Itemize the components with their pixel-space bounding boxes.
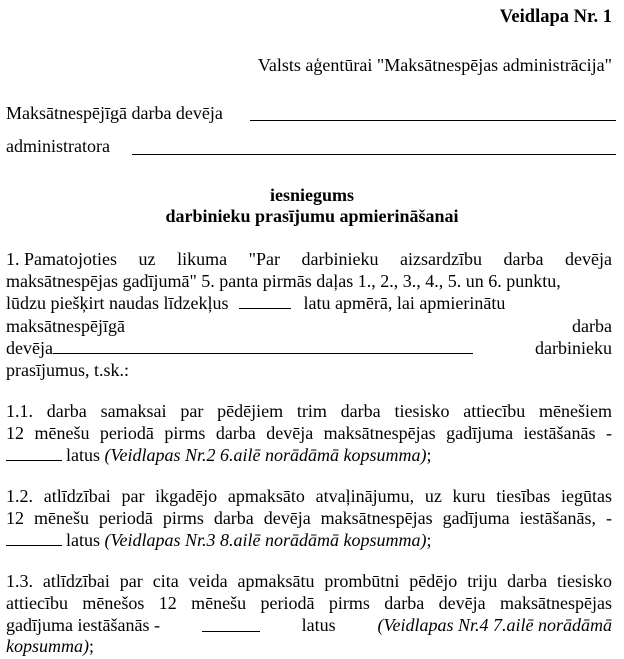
p13-line4: [6, 636, 94, 657]
p12-line3-a: latus: [66, 530, 100, 550]
p13-line3-c: (Veidlapas Nr.4 7.ailē norādāmā: [377, 615, 612, 635]
p13-line2: attiecību mēnešos 12 mēnešu periodā pirms darba devēja maksātnespējas: [6, 593, 612, 613]
p11-line1: 1.1. darba samaksai par pēdējiem trim darba tiesisko attiecību mēnešiem: [6, 401, 612, 421]
document-title-2: darbinieku prasījumu apmierināšanai: [165, 206, 459, 226]
p12-line3-b: (Veidlapas Nr.3 8.ailē norādāmā kopsumma): [104, 530, 427, 550]
employer-field[interactable]: [53, 339, 473, 354]
p1-line3-a: lūdzu piešķirt naudas līdzekļus: [6, 293, 229, 313]
p1-line4-a: maksātnespējīgā: [6, 316, 125, 336]
p1-line3: [6, 293, 505, 314]
p1-word: aizsardzību: [399, 249, 482, 269]
p13-line3-b: latus: [301, 615, 336, 635]
p11-line2: 12 mēnešu periodā pirms darba devēja maksātnespējas gadījuma iestāšanās -: [6, 423, 612, 443]
p1-line6: prasījumus, t.sk.:: [6, 360, 130, 380]
p11-line3: [6, 445, 432, 466]
p1-word: likuma: [177, 249, 228, 269]
p1-line5: [6, 338, 612, 359]
p12-line3: [6, 530, 432, 551]
p1-word: darba: [503, 249, 544, 269]
p1-line2: maksātnespējas gadījumā" 5. panta pirmās daļas 1., 2., 3., 4., 5. un 6. punktu,: [6, 271, 561, 291]
p12-amount-field[interactable]: [6, 531, 62, 546]
administrator-field-2[interactable]: [132, 154, 616, 155]
administrator-label-2: administratora: [6, 136, 110, 156]
administrator-field-1[interactable]: [250, 120, 616, 121]
p13-line3: [6, 615, 612, 636]
p1-line5-a: devēja: [6, 338, 53, 358]
recipient: Valsts aģentūrai "Maksātnespējas administrācija": [257, 55, 612, 75]
p12-line3-c: ;: [426, 530, 432, 550]
p11-line3-a: latus: [66, 445, 100, 465]
p1-word: "Par: [248, 249, 280, 269]
p13-line1: 1.3. atlīdzībai par cita veida apmaksātu prombūtni pēdējo triju darba tiesisko: [6, 571, 612, 591]
p1-line4: [6, 316, 612, 337]
p12-line2: 12 mēnešu periodā pirms darba devēja maksātnespējas gadījuma iestāšanās, -: [6, 508, 612, 528]
p1-word: darbinieku: [301, 249, 379, 269]
p1-line3-b: latu apmērā, lai apmierinātu: [303, 293, 506, 313]
p11-line3-c: ;: [426, 445, 432, 465]
p13-line3-a: gadījuma iestāšanās -: [6, 615, 160, 635]
administrator-label-1: Maksātnespējīgā darba devēja: [6, 103, 223, 123]
p1-word: 1. Pamatojoties: [6, 249, 117, 269]
p1-word: devēja: [565, 249, 612, 269]
document-title-1: iesniegums: [269, 185, 354, 205]
p13-amount-field[interactable]: [202, 617, 260, 632]
amount-field[interactable]: [239, 294, 291, 309]
p11-line3-b: (Veidlapas Nr.2 6.ailē norādāmā kopsumma): [104, 445, 427, 465]
p13-line4-a: kopsumma): [6, 636, 89, 656]
p12-line1: 1.2. atlīdzībai par ikgadējo apmaksāto atvaļinājumu, uz kuru tiesības iegūtas: [6, 486, 612, 506]
p1-word: uz: [138, 249, 156, 269]
p13-line4-b: ;: [89, 636, 95, 656]
p1-line5-b: darbinieku: [535, 338, 612, 358]
p11-amount-field[interactable]: [6, 446, 62, 461]
p1-line1: [6, 249, 612, 270]
p1-line4-b: darba: [572, 316, 612, 336]
form-number: Veidlapa Nr. 1: [499, 7, 612, 27]
